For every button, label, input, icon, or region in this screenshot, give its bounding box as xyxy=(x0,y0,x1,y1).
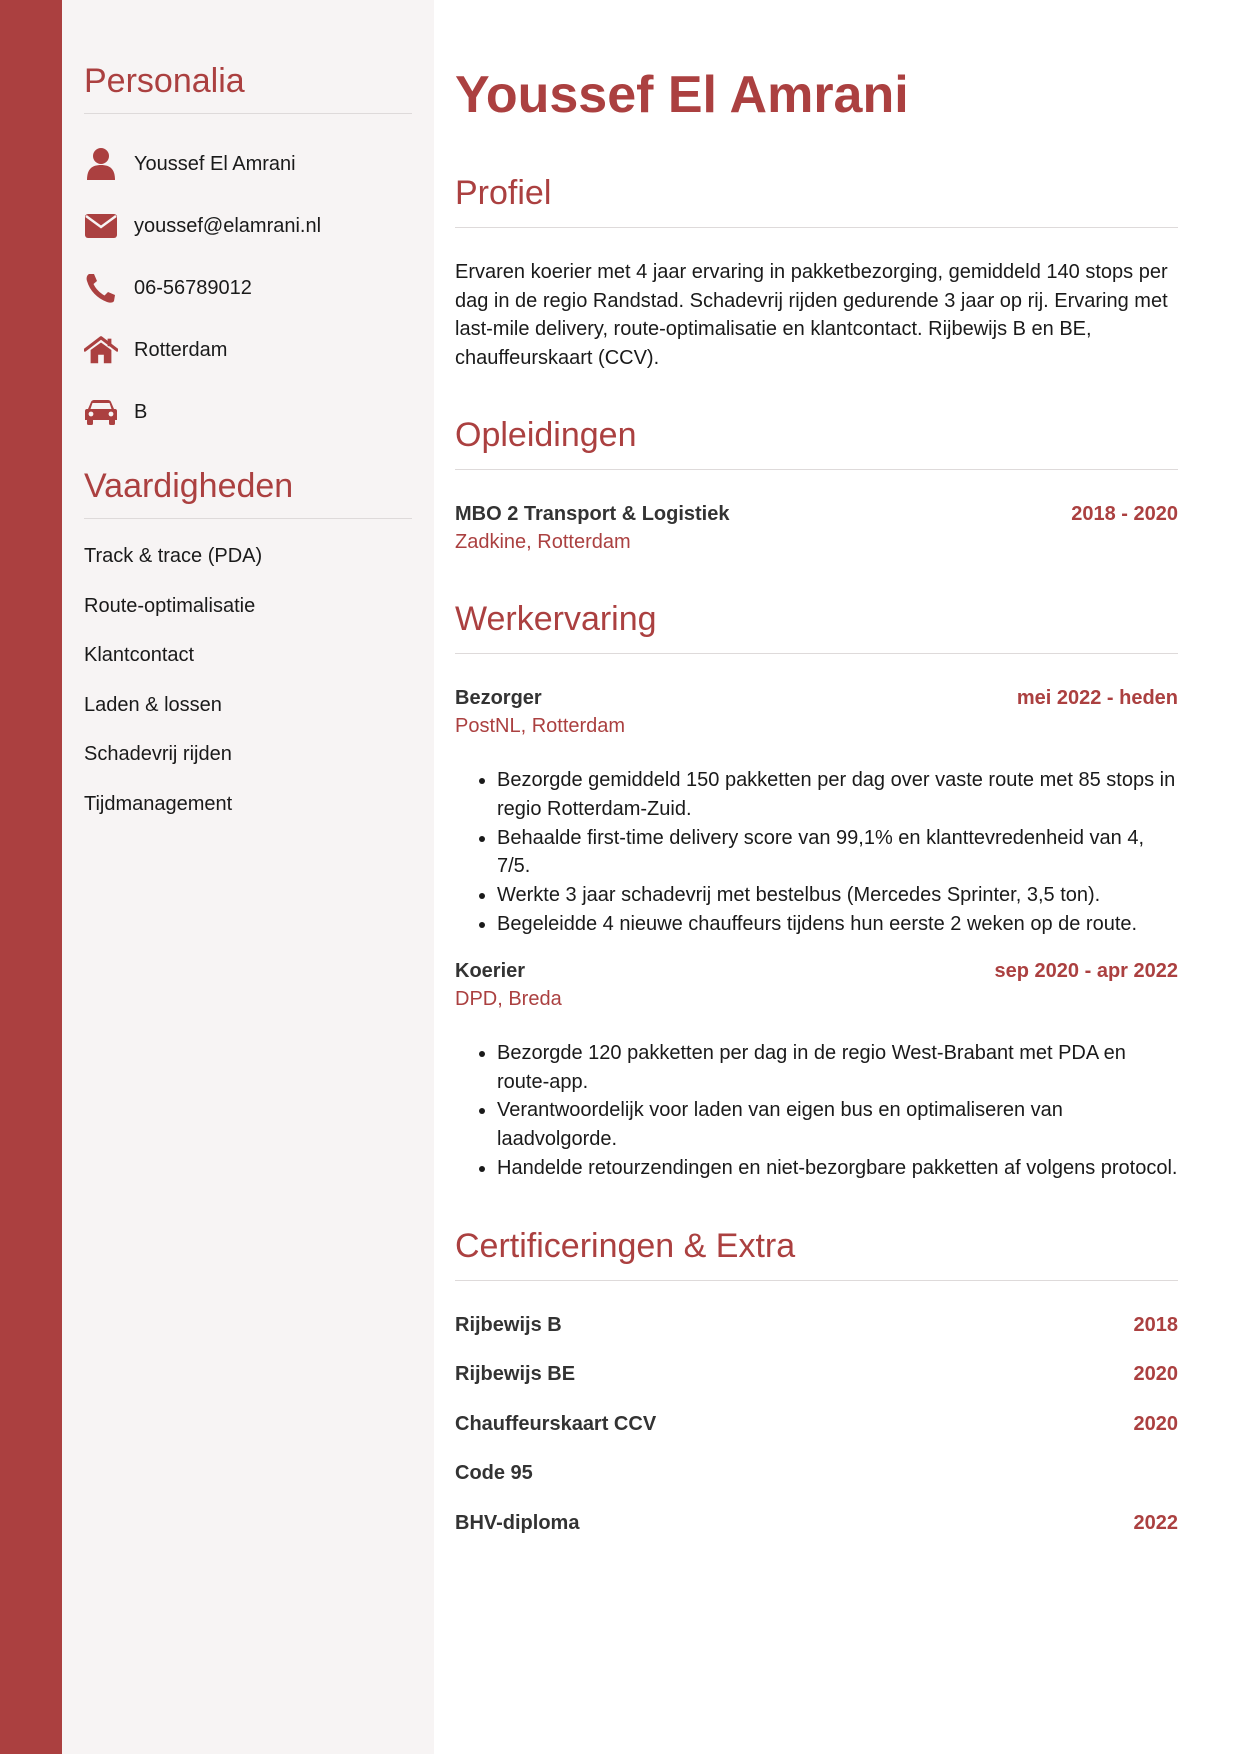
contact-location xyxy=(84,319,412,381)
cert-year: 2018 xyxy=(1133,1313,1178,1336)
contact-license-text: B xyxy=(134,400,148,423)
skill-item: Klantcontact xyxy=(84,644,195,666)
job-bullets xyxy=(455,766,1178,939)
skill-item: Route-optimalisatie xyxy=(84,594,256,617)
personal-heading: Personalia xyxy=(84,62,412,114)
experience-section xyxy=(455,600,1178,1183)
sidebar xyxy=(62,0,434,1754)
education-section xyxy=(455,416,1178,556)
cert-name: Code 95 xyxy=(455,1462,533,1485)
job-title: Koerier xyxy=(455,959,526,982)
job-bullets xyxy=(455,1039,1178,1183)
contact-email-text[interactable]: youssef@elamrani.nl xyxy=(134,214,322,237)
job-bullet: • Behaalde first-time delivery score van 99,1% en klanttevredenheid van 4, 7/5. xyxy=(497,824,1178,882)
certifications-section xyxy=(455,1227,1178,1559)
job-bullet: • Werkte 3 jaar schadevrij met bestelbus (Mercedes Sprinter, 3,5 ton). xyxy=(497,881,1178,910)
profile-section xyxy=(455,174,1178,372)
job-bullet: • Begeleidde 4 nieuwe chauffeurs tijdens hun eerste 2 weken op de route. xyxy=(497,910,1178,939)
car-icon xyxy=(84,395,118,429)
cert-name: Rijbewijs B xyxy=(455,1313,562,1336)
contact-email xyxy=(84,195,412,257)
contact-phone-text[interactable]: 06-56789012 xyxy=(134,276,252,299)
contact-phone xyxy=(84,257,412,319)
cert-row xyxy=(455,1311,1178,1361)
contact-name xyxy=(84,133,412,195)
experience-entry xyxy=(455,684,1178,939)
contact-location-text: Rotterdam xyxy=(134,338,228,361)
skills-heading: Vaardigheden xyxy=(84,467,412,519)
education-title: MBO 2 Transport & Logistiek xyxy=(455,503,730,525)
skill-item: Tijdmanagement xyxy=(84,792,233,815)
job-bullet: • Handelde retourzendingen en niet-bezorgbare pakketten af volgens protocol. xyxy=(497,1154,1178,1183)
profile-text: Ervaren koerier met 4 jaar ervaring in pakketbezorging, gemiddeld 140 stops per dag in de regio Randstad. Schadevrij rijden gedurende 3 jaar op rij. Ervaring met last-mile delivery, route-optimalisatie en klantcontact. Rijbewijs B en BE, chauffeurskaart (CCV). xyxy=(455,261,1168,369)
cert-name: BHV-diploma xyxy=(455,1511,580,1534)
education-entry xyxy=(455,500,1178,556)
cert-list xyxy=(455,1311,1178,1559)
certifications-heading: Certificeringen & Extra xyxy=(455,1227,1178,1281)
education-school: Zadkine, Rotterdam xyxy=(455,531,631,553)
user-icon xyxy=(84,147,118,181)
skill-item: Schadevrij rijden xyxy=(84,743,232,765)
cert-row xyxy=(455,1410,1178,1460)
home-icon xyxy=(84,333,118,367)
cert-row xyxy=(455,1360,1178,1410)
cert-name: Chauffeurskaart CCV xyxy=(455,1412,657,1435)
candidate-name: Youssef El Amrani xyxy=(455,66,909,124)
education-heading: Opleidingen xyxy=(455,416,1178,470)
job-bullet: • Bezorgde gemiddeld 150 pakketten per dag over vaste route met 85 stops in regio Rotterdam-Zuid. xyxy=(497,766,1178,824)
contact-name-text: Youssef El Amrani xyxy=(134,152,296,175)
contact-list xyxy=(84,133,412,443)
main-content xyxy=(455,60,1178,1558)
job-date: sep 2020 - apr 2022 xyxy=(994,959,1178,982)
phone-icon xyxy=(84,271,118,305)
experience-entry xyxy=(455,957,1178,1183)
skill-item: Track & trace (PDA) xyxy=(84,545,263,567)
experience-heading: Werkervaring xyxy=(455,600,1178,654)
education-date: 2018 - 2020 xyxy=(1071,503,1178,525)
job-bullet: • Bezorgde 120 pakketten per dag in de regio West-Brabant met PDA en route-app. xyxy=(497,1039,1178,1097)
accent-bar xyxy=(0,0,62,1754)
profile-heading: Profiel xyxy=(455,174,1178,228)
job-bullet: • Verantwoordelijk voor laden van eigen bus en optimaliseren van laadvolgorde. xyxy=(497,1096,1178,1154)
skill-item: Laden & lossen xyxy=(84,693,222,716)
job-employer: PostNL, Rotterdam xyxy=(455,715,626,737)
cert-year: 2022 xyxy=(1133,1511,1178,1534)
job-date: mei 2022 - heden xyxy=(1016,687,1178,709)
cert-name: Rijbewijs BE xyxy=(455,1363,576,1386)
skill-list xyxy=(84,541,412,838)
cert-year: 2020 xyxy=(1133,1412,1178,1435)
sidebar-content xyxy=(84,62,412,838)
job-title: Bezorger xyxy=(455,687,542,709)
cert-row xyxy=(455,1509,1178,1559)
cert-year: 2020 xyxy=(1133,1363,1178,1386)
envelope-icon xyxy=(84,209,118,243)
contact-license xyxy=(84,381,412,443)
cert-row xyxy=(455,1459,1178,1509)
job-employer: DPD, Breda xyxy=(455,987,562,1010)
